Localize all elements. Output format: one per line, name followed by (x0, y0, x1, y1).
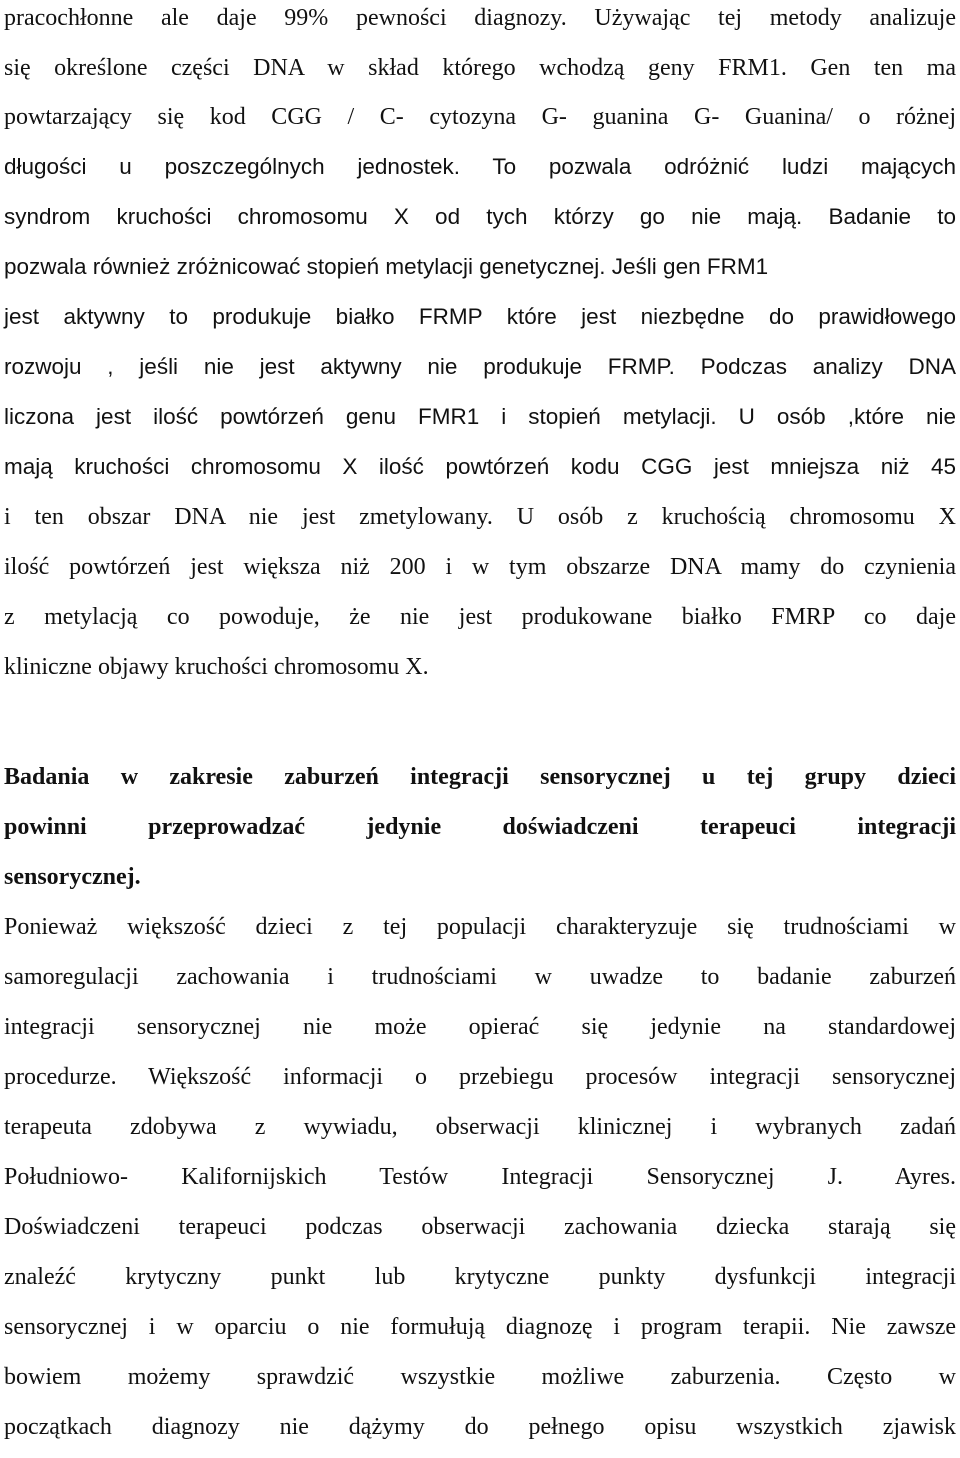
text-line-2 (4, 51, 956, 85)
text-line-20 (4, 1010, 956, 1044)
line-7-text: jest aktywny to produkuje białko FRMP które jest niezbędne do prawidłowego (4, 304, 956, 329)
line-5-text: syndrom kruchości chromosomu X od tych którzy go nie mają. (4, 204, 829, 229)
heading-line-1-text: Badania w zakresie zaburzeń integracji sensorycznej u tej grupy dzieci (4, 764, 956, 790)
text-line-3 (4, 100, 956, 134)
text-line-23 (4, 1160, 956, 1194)
line-14-text: kliniczne objawy kruchości chromosomu X. (4, 654, 429, 680)
heading-line-1 (4, 760, 956, 794)
text-line-27 (4, 1360, 956, 1394)
line-22-text: terapeuta zdobywa z wywiadu, obserwacji klinicznej i wybranych zadań (4, 1114, 956, 1140)
line-24-text: Doświadczeni terapeuci podczas obserwacji zachowania dziecka starają się (4, 1214, 956, 1240)
text-line-22 (4, 1110, 956, 1144)
heading-line-2-text: powinni przeprowadzać jedynie doświadczeni terapeuci integracji (4, 814, 956, 840)
text-line-10 (4, 450, 956, 484)
line-9-text-b: U osób ,które nie (738, 404, 957, 429)
text-line-28 (4, 1410, 956, 1444)
text-line-11 (4, 500, 956, 534)
text-line-18 (4, 910, 956, 944)
line-23-text: Południowo- Kalifornijskich Testów Integracji Sensorycznej J. Ayres. (4, 1164, 956, 1190)
text-line-12 (4, 550, 956, 584)
line-26-text-b: Nie zawsze (831, 1314, 956, 1340)
text-line-9 (4, 400, 956, 434)
text-line-8 (4, 350, 956, 384)
text-line-7 (4, 300, 956, 334)
line-2-text: się określone części DNA w skład którego wchodzą geny FRM1. Gen ten ma (4, 55, 956, 81)
line-5-text-b: Badanie to (828, 204, 956, 229)
heading-line-3 (4, 860, 956, 894)
text-line-4 (4, 150, 956, 184)
text-line-14 (4, 650, 956, 684)
text-line-21 (4, 1060, 956, 1094)
line-6-text: pozwala również zróżnicować stopień metylacji genetycznej. (4, 254, 612, 279)
line-25-text: znaleźć krytyczny punkt lub krytyczne punkty dysfunkcji integracji (4, 1264, 956, 1290)
line-13-text: z metylacją co powoduje, że nie jest produkowane białko FMRP co daje (4, 604, 956, 630)
line-28-text: początkach diagnozy nie dążymy do pełnego opisu wszystkich zjawisk (4, 1414, 956, 1440)
heading-line-3-text: sensorycznej. (4, 864, 141, 890)
text-line-5 (4, 200, 956, 234)
text-line-13 (4, 600, 956, 634)
text-line-24 (4, 1210, 956, 1244)
line-11-text-b: U osób z kruchością chromosomu X (516, 504, 956, 530)
line-21-text-b: Większość informacji o przebiegu procesów integracji sensorycznej (148, 1064, 956, 1090)
line-9-text: liczona jest ilość powtórzeń genu FMR1 i stopień metylacji. (4, 404, 739, 429)
text-line-6 (4, 250, 956, 284)
heading-line-2 (4, 810, 956, 844)
line-8-text-b: Podczas analizy DNA (700, 354, 957, 379)
line-27-text-b: Często w (826, 1364, 957, 1390)
line-6-text-b: Jeśli gen FRM1 (611, 254, 769, 279)
text-line-26 (4, 1310, 956, 1344)
text-line-25 (4, 1260, 956, 1294)
line-8-text: rozwoju , jeśli nie jest aktywny nie produkuje FRMP. (4, 354, 701, 379)
text-line-19 (4, 960, 956, 994)
line-10-text: mają kruchości chromosomu X ilość powtórzeń kodu CGG jest mniejsza niż 45 (4, 454, 956, 479)
line-26-text: sensorycznej i w oparciu o nie formułują diagnozę i program terapii. (4, 1314, 832, 1340)
line-27-text: bowiem możemy sprawdzić wszystkie możliwe zaburzenia. (4, 1364, 827, 1390)
line-1-text: pracochłonne ale daje 99% pewności diagnozy. Używając tej metody analizuje (4, 5, 956, 31)
line-21-text: procedurze. (4, 1064, 149, 1090)
line-3-text: powtarzający się kod CGG / C- cytozyna G- guanina G- Guanina/ o różnej (4, 104, 956, 130)
line-12-text: ilość powtórzeń jest większa niż 200 i w tym obszarze DNA mamy do czynienia (4, 554, 956, 580)
line-4-text: długości u poszczególnych jednostek. To pozwala odróżnić ludzi mających (4, 154, 956, 179)
text-line-1 (4, 1, 956, 35)
line-20-text: integracji sensorycznej nie może opierać się jedynie na standardowej (4, 1014, 956, 1040)
line-19-text: samoregulacji zachowania i trudnościami w uwadze to badanie zaburzeń (4, 964, 956, 990)
line-11-text: i ten obszar DNA nie jest zmetylowany. (4, 504, 517, 530)
line-18-text: Ponieważ większość dzieci z tej populacji charakteryzuje się trudnościami w (4, 914, 956, 940)
